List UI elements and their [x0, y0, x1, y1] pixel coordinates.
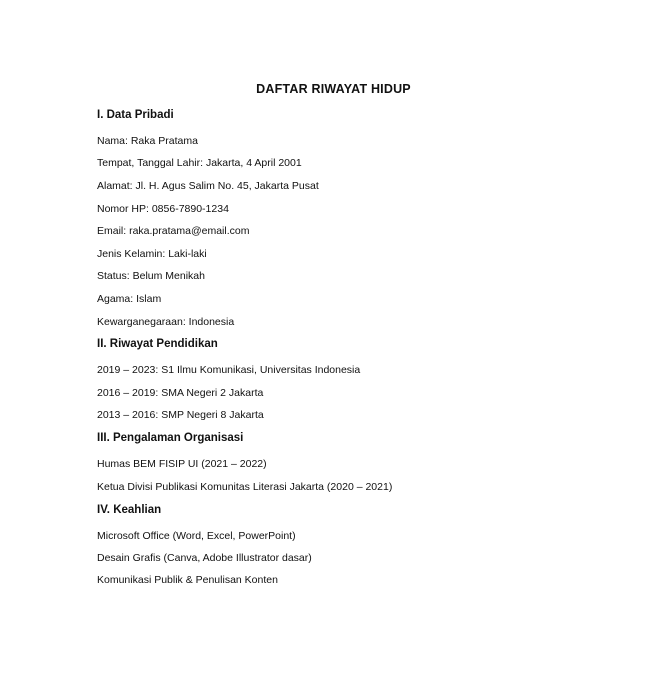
skill-item: Desain Grafis (Canva, Adobe Illustrator dasar) — [97, 552, 312, 564]
skill-item: Komunikasi Publik & Penulisan Konten — [97, 574, 278, 586]
education-item: 2013 – 2016: SMP Negeri 8 Jakarta — [97, 409, 264, 421]
education-item: 2016 – 2019: SMA Negeri 2 Jakarta — [97, 387, 264, 399]
document-title: DAFTAR RIWAYAT HIDUP — [256, 82, 411, 96]
personal-citizenship: Kewarganegaraan: Indonesia — [97, 316, 235, 328]
personal-email: Email: raka.pratama@email.com — [97, 225, 250, 237]
organization-item: Humas BEM FISIP UI (2021 – 2022) — [97, 458, 267, 470]
personal-gender: Jenis Kelamin: Laki-laki — [97, 248, 207, 260]
personal-religion: Agama: Islam — [97, 293, 162, 305]
section-heading-skills: IV. Keahlian — [97, 504, 162, 516]
personal-status: Status: Belum Menikah — [97, 270, 205, 282]
education-item: 2019 – 2023: S1 Ilmu Komunikasi, Universitas Indonesia — [97, 364, 361, 376]
personal-phone: Nomor HP: 0856-7890-1234 — [97, 203, 229, 215]
personal-address: Alamat: Jl. H. Agus Salim No. 45, Jakarta Pusat — [97, 180, 319, 192]
personal-name: Nama: Raka Pratama — [97, 135, 198, 147]
skill-item: Microsoft Office (Word, Excel, PowerPoint) — [97, 530, 296, 542]
personal-birth: Tempat, Tanggal Lahir: Jakarta, 4 April 2001 — [97, 157, 302, 169]
section-heading-education: II. Riwayat Pendidikan — [97, 338, 218, 350]
section-heading-personal: I. Data Pribadi — [97, 109, 174, 121]
section-heading-organization: III. Pengalaman Organisasi — [97, 432, 244, 444]
organization-item: Ketua Divisi Publikasi Komunitas Literasi Jakarta (2020 – 2021) — [97, 481, 393, 493]
